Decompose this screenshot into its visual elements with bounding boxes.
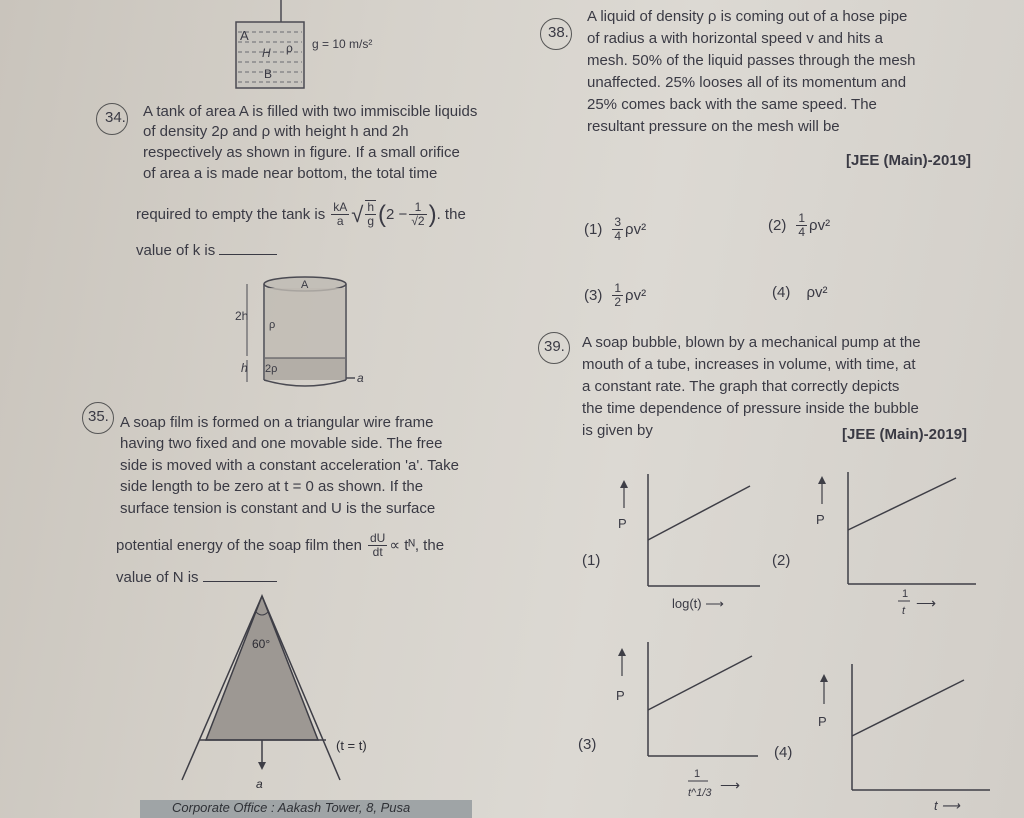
- q39-line-1: A soap bubble, blown by a mechanical pump at the: [582, 334, 921, 351]
- fig-2rho: 2ρ: [265, 363, 278, 375]
- q34-last-line-text: value of k is: [136, 242, 216, 259]
- q35-frac-num: dU: [370, 531, 386, 545]
- q39-graph-2[interactable]: [808, 466, 988, 626]
- q39-line-4: the time dependence of pressure inside the bubble: [582, 400, 919, 417]
- fig-a: a: [357, 371, 364, 385]
- q34-frac-kA-num: kA: [333, 199, 348, 214]
- q38-option-1-num: 3: [614, 215, 622, 229]
- graph-2-xlabel-den: t: [902, 605, 906, 617]
- q35-line-1: A soap film is formed on a triangular wire frame: [120, 414, 434, 431]
- q35-triangle-figure: [176, 590, 406, 795]
- q39-option-4-label[interactable]: (4): [774, 744, 793, 761]
- q34-sqrt-den: g: [367, 214, 375, 228]
- q34-frac-one-num: 1: [409, 201, 426, 215]
- q38-option-1-tail: ρv²: [625, 221, 647, 238]
- fig-time: (t = t): [336, 738, 367, 753]
- q34-number: 34.: [105, 109, 126, 126]
- q35-line-5: surface tension is constant and U is the surface: [120, 500, 436, 517]
- q34-last-line: [136, 240, 277, 261]
- q35-formula-suffix: ∝ tᴺ, the: [389, 537, 445, 554]
- label-H: H: [262, 46, 271, 60]
- q38-option-2[interactable]: [768, 212, 830, 239]
- q38-line-6: resultant pressure on the mesh will be: [587, 118, 840, 135]
- q35-frac-den: dt: [372, 545, 383, 559]
- label-A: A: [240, 28, 249, 43]
- q34-line-1: A tank of area A is filled with two immiscible liquids: [143, 103, 478, 120]
- q38-option-3-label: (3): [584, 287, 603, 304]
- q38-option-4-tail: ρv²: [806, 284, 828, 301]
- q38-option-1-den: 4: [614, 229, 622, 243]
- q38-option-2-label: (2): [768, 217, 787, 234]
- q34-frac-kA-den: a: [336, 213, 344, 228]
- q34-paren-two: 2 −: [386, 205, 408, 223]
- q34-line-4: of area a is made near bottom, the total time: [143, 165, 438, 182]
- graph-4-xlabel: t ⟶: [934, 798, 960, 813]
- q38-line-3: mesh. 50% of the liquid passes through the mesh: [587, 52, 916, 69]
- fig-rho: ρ: [269, 319, 276, 331]
- q35-last-line-text: value of N is: [116, 569, 199, 586]
- q39-option-1-label[interactable]: (1): [582, 552, 601, 569]
- footer-bar: [140, 800, 472, 818]
- q38-line-5: 25% comes back with the same speed. The: [587, 96, 877, 113]
- graph-4-ylabel: P: [818, 714, 827, 729]
- graph-3-xlabel-den: t^1/3: [688, 787, 712, 799]
- q34-line-3: respectively as shown in figure. If a small orifice: [143, 144, 460, 161]
- graph-3-xlabel-arrow: ⟶: [720, 777, 741, 793]
- q38-line-1: A liquid of density ρ is coming out of a hose pipe: [587, 8, 908, 25]
- q39-line-3: a constant rate. The graph that correctly depicts: [582, 378, 900, 395]
- q38-option-4-label: (4): [772, 284, 791, 301]
- q38-line-2: of radius a with horizontal speed v and hits a: [587, 30, 884, 47]
- q34-formula: required to empty the tank is $\frac{kA}{a}$ √ $\frac{h}{g}$ ( 2 − $\frac{1}{√2}$ ) . the: [136, 199, 466, 228]
- q38-option-2-den: 4: [798, 225, 806, 239]
- q34-formula-suffix: . the: [436, 205, 466, 223]
- q39-graph-1[interactable]: [610, 468, 770, 618]
- q35-line-4: side length to be zero at t = 0 as shown. If the: [120, 478, 424, 495]
- q35-formula-prefix: potential energy of the soap film then: [116, 537, 362, 554]
- q38-option-1-label: (1): [584, 221, 603, 238]
- q35-line-3: side is moved with a constant acceleration 'a'. Take: [120, 457, 459, 474]
- q39-exam-tag: [JEE (Main)-2019]: [842, 426, 968, 443]
- graph-3-ylabel: P: [616, 688, 625, 703]
- q35-last-line: [116, 567, 277, 588]
- q34-frac-one-den: √2: [411, 213, 425, 228]
- footer-text: Corporate Office : Aakash Tower, 8, Pusa: [172, 800, 411, 815]
- q38-exam-tag: [JEE (Main)-2019]: [846, 152, 972, 169]
- q34-line-2: of density 2ρ and ρ with height h and 2h: [143, 123, 409, 140]
- q35-number: 35.: [88, 408, 109, 425]
- q39-line-5: is given by: [582, 422, 653, 439]
- graph-2-xlabel-arrow: ⟶: [916, 595, 937, 611]
- q35-formula: [116, 532, 444, 559]
- q39-option-3-label[interactable]: (3): [578, 736, 597, 753]
- q39-number: 39.: [544, 338, 565, 355]
- q38-option-3-den: 2: [614, 295, 622, 309]
- q34-answer-blank: [219, 242, 277, 255]
- q35-answer-blank: [203, 569, 277, 582]
- fig-angle: 60°: [252, 637, 271, 651]
- graph-2-xlabel-num: 1: [902, 588, 909, 600]
- graph-1-xlabel: log(t) ⟶: [672, 596, 724, 611]
- q38-line-4: unaffected. 25% looses all of its momentum and: [587, 74, 907, 91]
- q39-line-2: mouth of a tube, increases in volume, with time, at: [582, 356, 916, 373]
- q38-option-3-num: 1: [614, 281, 622, 295]
- graph-1-ylabel: P: [618, 516, 627, 531]
- q34-sqrt-num: h: [367, 200, 375, 214]
- q38-option-4[interactable]: [772, 284, 828, 301]
- q38-option-2-num: 1: [798, 211, 806, 225]
- q38-option-3-tail: ρv²: [625, 287, 647, 304]
- graph-2-ylabel: P: [816, 512, 825, 527]
- fig-h: h: [241, 361, 248, 375]
- q34-formula-prefix: required to empty the tank is: [136, 205, 326, 223]
- graph-3-xlabel-num: 1: [694, 768, 701, 780]
- fig-2h: 2h: [235, 309, 249, 323]
- q35-line-2: having two fixed and one movable side. The free: [120, 435, 443, 452]
- q38-number: 38.: [548, 24, 569, 41]
- q39-option-2-label[interactable]: (2): [772, 552, 791, 569]
- label-B: B: [264, 67, 273, 81]
- gravity-text: g = 10 m/s²: [312, 37, 373, 51]
- tank-figure-top: [226, 0, 426, 95]
- label-rho: ρ: [286, 41, 293, 55]
- q38-option-1[interactable]: [584, 216, 646, 243]
- q38-option-3[interactable]: [584, 282, 646, 309]
- q39-graph-3[interactable]: [608, 636, 778, 808]
- fig-A: A: [301, 279, 309, 291]
- fig-accel: a: [256, 777, 263, 791]
- q38-option-2-tail: ρv²: [809, 217, 831, 234]
- q34-tank-figure: [225, 268, 385, 398]
- q39-graph-4[interactable]: [808, 660, 998, 818]
